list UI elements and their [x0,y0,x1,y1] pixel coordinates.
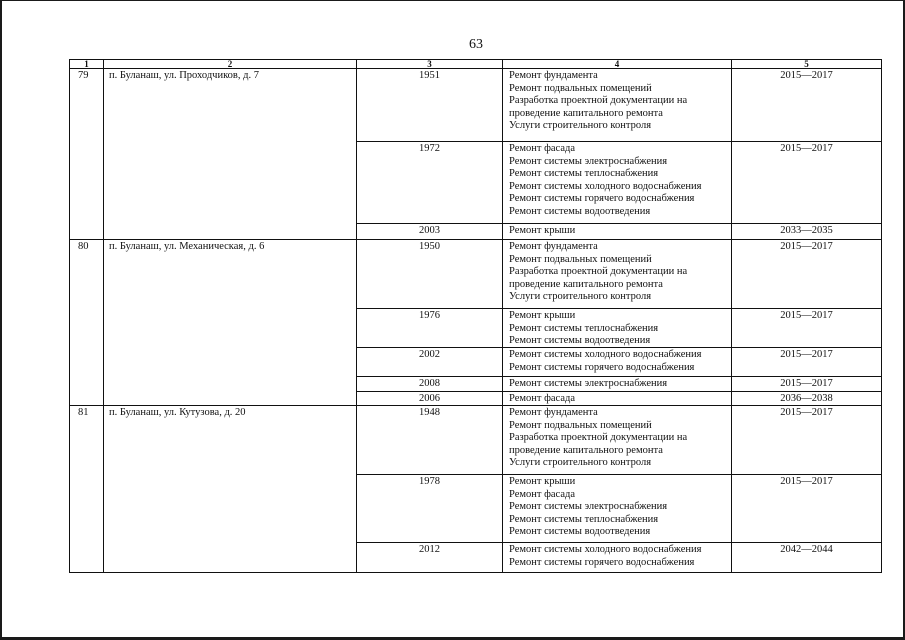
repair-period [732,309,882,348]
work-item: Ремонт подвальных помещений [509,82,652,94]
work-item: Ремонт системы холодного водоснабжения [509,349,702,360]
year-text: 2003 [419,225,440,236]
work-item: Услуги строительного контроля [509,457,652,468]
work-item: Разработка проектной документации на [509,432,688,443]
header-label: 1 [84,59,89,69]
period-text: 2015—2017 [780,70,833,81]
year-text: 1951 [419,70,440,81]
repair-works [503,142,732,224]
period-text: 2015—2017 [780,310,833,321]
work-item: Ремонт подвальных помещений [509,419,652,431]
year-text: 1948 [419,407,440,418]
year-text: 1950 [419,241,440,252]
work-item: проведение капитального ремонта [509,444,663,456]
construction-year [357,543,503,573]
work-item: Ремонт системы водоотведения [509,335,651,346]
construction-year [357,69,503,142]
row-number-text: 79 [78,70,89,81]
header-label: 5 [804,59,809,69]
repair-period [732,543,882,573]
work-item: Разработка проектной документации на [509,95,688,106]
work-item: Ремонт системы холодного водоснабжения [509,544,702,555]
period-text: 2015—2017 [780,378,833,389]
construction-year [357,224,503,240]
work-item: Ремонт крыши [509,476,576,487]
year-text: 1972 [419,143,440,154]
header-label: 2 [227,59,233,69]
header-col-4 [503,60,732,69]
row-number [70,69,104,240]
construction-year [357,348,503,377]
period-text: 2015—2017 [780,241,833,252]
construction-year [357,142,503,224]
work-item: Ремонт фасада [509,488,576,500]
work-item: Ремонт фундамента [509,407,598,418]
address [104,240,357,406]
header-label: 4 [614,59,620,69]
work-item: Разработка проектной документации на [509,266,688,277]
period-text: 2033—2035 [780,225,833,236]
period-text: 2015—2017 [780,476,833,487]
work-item: Ремонт фундамента [509,70,598,81]
construction-year [357,240,503,309]
header-col-3 [357,60,503,69]
row-number [70,406,104,573]
construction-year [357,309,503,348]
repair-period [732,240,882,309]
address [104,406,357,573]
work-item: Ремонт системы электроснабжения [509,378,668,389]
work-item: Ремонт системы теплоснабжения [509,322,659,334]
repair-period [732,224,882,240]
construction-year [357,392,503,406]
period-text: 2036—2038 [780,393,833,404]
construction-year [357,475,503,543]
work-item: Ремонт системы горячего водоснабжения [509,556,695,568]
year-text: 2012 [419,544,440,555]
year-text: 2006 [419,393,440,404]
repair-works [503,309,732,348]
period-text: 2015—2017 [780,349,833,360]
address-text: п. Буланаш, ул. Механическая, д. 6 [109,241,265,252]
repair-period [732,475,882,543]
repair-period [732,392,882,406]
page-number: 63 [469,37,483,52]
work-item: Ремонт фасада [509,143,576,154]
construction-year [357,406,503,475]
work-item: Ремонт подвальных помещений [509,253,652,265]
repair-works [503,348,732,377]
repair-works [503,543,732,573]
repair-period [732,377,882,392]
repair-works [503,377,732,392]
year-text: 2002 [419,349,440,360]
work-item: проведение капитального ремонта [509,107,663,119]
header-col-2 [104,60,357,69]
work-item: Ремонт системы водоотведения [509,205,651,217]
construction-year [357,377,503,392]
year-text: 2008 [419,378,440,389]
header-col-5 [732,60,882,69]
work-item: Ремонт фасада [509,393,576,404]
work-item: Ремонт системы водоотведения [509,526,651,537]
work-item: Ремонт крыши [509,225,576,236]
work-item: Услуги строительного контроля [509,120,652,131]
repair-works [503,240,732,309]
repair-period [732,69,882,142]
work-item: проведение капитального ремонта [509,278,663,290]
year-text: 1976 [419,310,440,321]
work-item: Ремонт системы теплоснабжения [509,513,659,525]
row-number-text: 81 [78,407,89,418]
repair-works [503,475,732,543]
work-item: Ремонт системы горячего водоснабжения [509,193,695,204]
work-item: Ремонт системы электроснабжения [509,501,668,512]
work-item: Ремонт системы теплоснабжения [509,168,659,179]
row-number-text: 80 [78,241,89,252]
year-text: 1978 [419,476,440,487]
work-item: Ремонт системы горячего водоснабжения [509,361,695,373]
repair-period [732,348,882,377]
work-item: Ремонт фундамента [509,241,598,252]
address [104,69,357,240]
repair-works [503,69,732,142]
row-number [70,240,104,406]
work-item: Ремонт системы холодного водоснабжения [509,180,702,192]
repair-schedule-table [69,59,882,573]
header-label: 3 [427,59,432,69]
period-text: 2015—2017 [780,143,833,154]
repair-works [503,224,732,240]
repair-period [732,142,882,224]
work-item: Ремонт крыши [509,310,576,321]
address-text: п. Буланаш, ул. Кутузова, д. 20 [109,407,246,418]
header-col-1 [70,60,104,69]
period-text: 2042—2044 [780,544,833,555]
period-text: 2015—2017 [780,407,833,418]
repair-works [503,406,732,475]
address-text: п. Буланаш, ул. Проходчиков, д. 7 [109,70,259,81]
repair-works [503,392,732,406]
repair-period [732,406,882,475]
work-item: Ремонт системы электроснабжения [509,155,668,167]
work-item: Услуги строительного контроля [509,291,652,302]
